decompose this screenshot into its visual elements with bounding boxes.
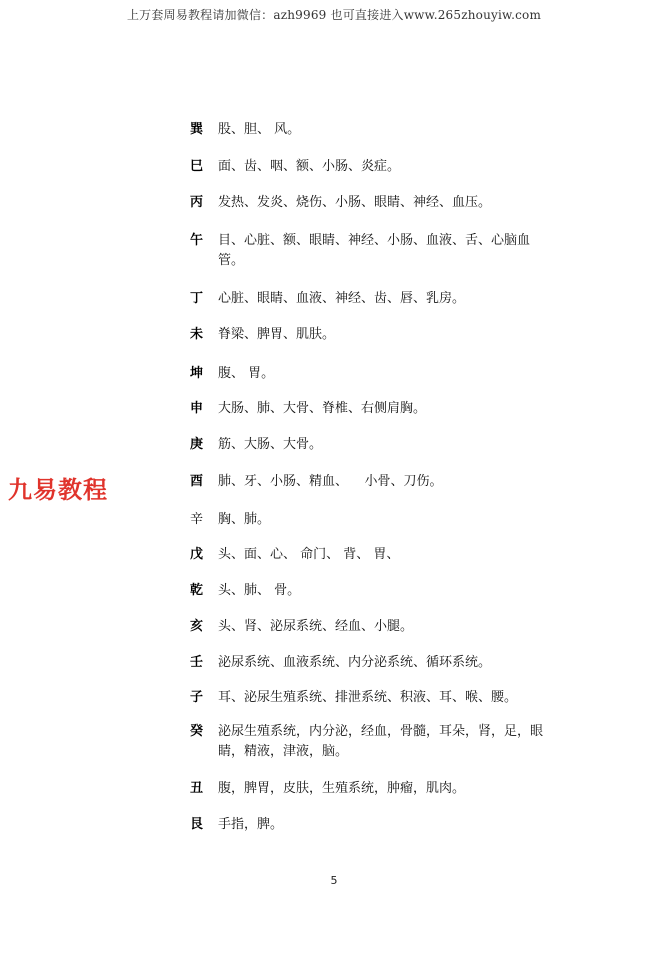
- entry-description: 泌尿生殖系统，内分泌，经血，骨髓，耳朵，肾，足，眼睛，精液，津液，脑。: [218, 724, 544, 759]
- entry-key: 巳: [190, 159, 204, 174]
- list-item: [190, 120, 570, 140]
- list-item: [190, 510, 570, 530]
- page-number: 5: [330, 874, 338, 887]
- entry-key: 巽: [190, 122, 204, 137]
- list-item: [190, 545, 570, 565]
- entry-description: 胸、肺。: [218, 512, 271, 527]
- entry-key: 戊: [190, 547, 204, 562]
- entry-key: 丁: [190, 291, 204, 306]
- list-item: [190, 779, 570, 799]
- entry-description: 腹，脾胃，皮肤，生殖系统，肿瘤，肌肉。: [218, 781, 466, 796]
- entry-description: 脊梁、脾胃、肌肤。: [218, 327, 336, 342]
- watermark-logo: 九易教程: [8, 476, 108, 504]
- entry-key: 辛: [190, 512, 204, 527]
- entry-description: 手指，脾。: [218, 817, 284, 832]
- entry-description: 目、心脏、额、眼睛、神经、小肠、血液、舌、心脑血管。: [218, 233, 531, 268]
- entry-key: 丑: [190, 781, 204, 796]
- list-item: [190, 722, 570, 762]
- list-item: [190, 157, 570, 177]
- entry-key: 癸: [190, 724, 204, 739]
- list-item: [190, 472, 570, 492]
- list-item: [190, 193, 570, 213]
- list-item: [190, 581, 570, 601]
- header-banner: 上万套周易教程请加微信：azh9969 也可直接进入www.265zhouyiw.com: [126, 8, 542, 22]
- entry-description: 面、齿、咽、额、小肠、炎症。: [218, 159, 401, 174]
- entry-key: 坤: [190, 366, 204, 381]
- entry-description: 泌尿系统、血液系统、内分泌系统、循环系统。: [218, 655, 492, 670]
- entry-key: 丙: [190, 195, 204, 210]
- entry-description: 头、面、心、 命门、 背、 胃、: [218, 547, 400, 562]
- list-item: [190, 815, 570, 835]
- entry-description: 耳、泌尿生殖系统、排泄系统、积液、耳、喉、腰。: [218, 690, 518, 705]
- entry-key: 午: [190, 233, 204, 248]
- entry-key: 未: [190, 327, 204, 342]
- list-item: [190, 653, 570, 673]
- entry-description: 大肠、肺、大骨、脊椎、右侧肩胸。: [218, 401, 427, 416]
- entry-description: 发热、发炎、烧伤、小肠、眼睛、神经、血压。: [218, 195, 492, 210]
- entry-description: 股、胆、 风。: [218, 122, 301, 137]
- list-item: [190, 289, 570, 309]
- list-item: [190, 688, 570, 708]
- list-item: [190, 325, 570, 345]
- list-item: [190, 435, 570, 455]
- entry-key: 艮: [190, 817, 204, 832]
- list-item: [190, 231, 570, 271]
- entry-key: 亥: [190, 619, 204, 634]
- entry-key: 庚: [190, 437, 204, 452]
- entry-key: 壬: [190, 655, 204, 670]
- list-item: [190, 617, 570, 637]
- entry-description: 腹、 胃。: [218, 366, 275, 381]
- entry-key: 申: [190, 401, 204, 416]
- entry-key: 子: [190, 690, 204, 705]
- entry-description: 心脏、眼睛、血液、神经、齿、唇、乳房。: [218, 291, 466, 306]
- entry-key: 酉: [190, 474, 204, 489]
- entry-description: 头、肾、泌尿系统、经血、小腿。: [218, 619, 414, 634]
- entry-description: 头、肺、 骨。: [218, 583, 301, 598]
- entry-key: 乾: [190, 583, 204, 598]
- entry-description: 筋、大肠、大骨。: [218, 437, 323, 452]
- list-item: [190, 399, 570, 419]
- list-item: [190, 364, 570, 384]
- entry-description: 肺、牙、小肠、精血、 小骨、刀伤。: [218, 474, 443, 489]
